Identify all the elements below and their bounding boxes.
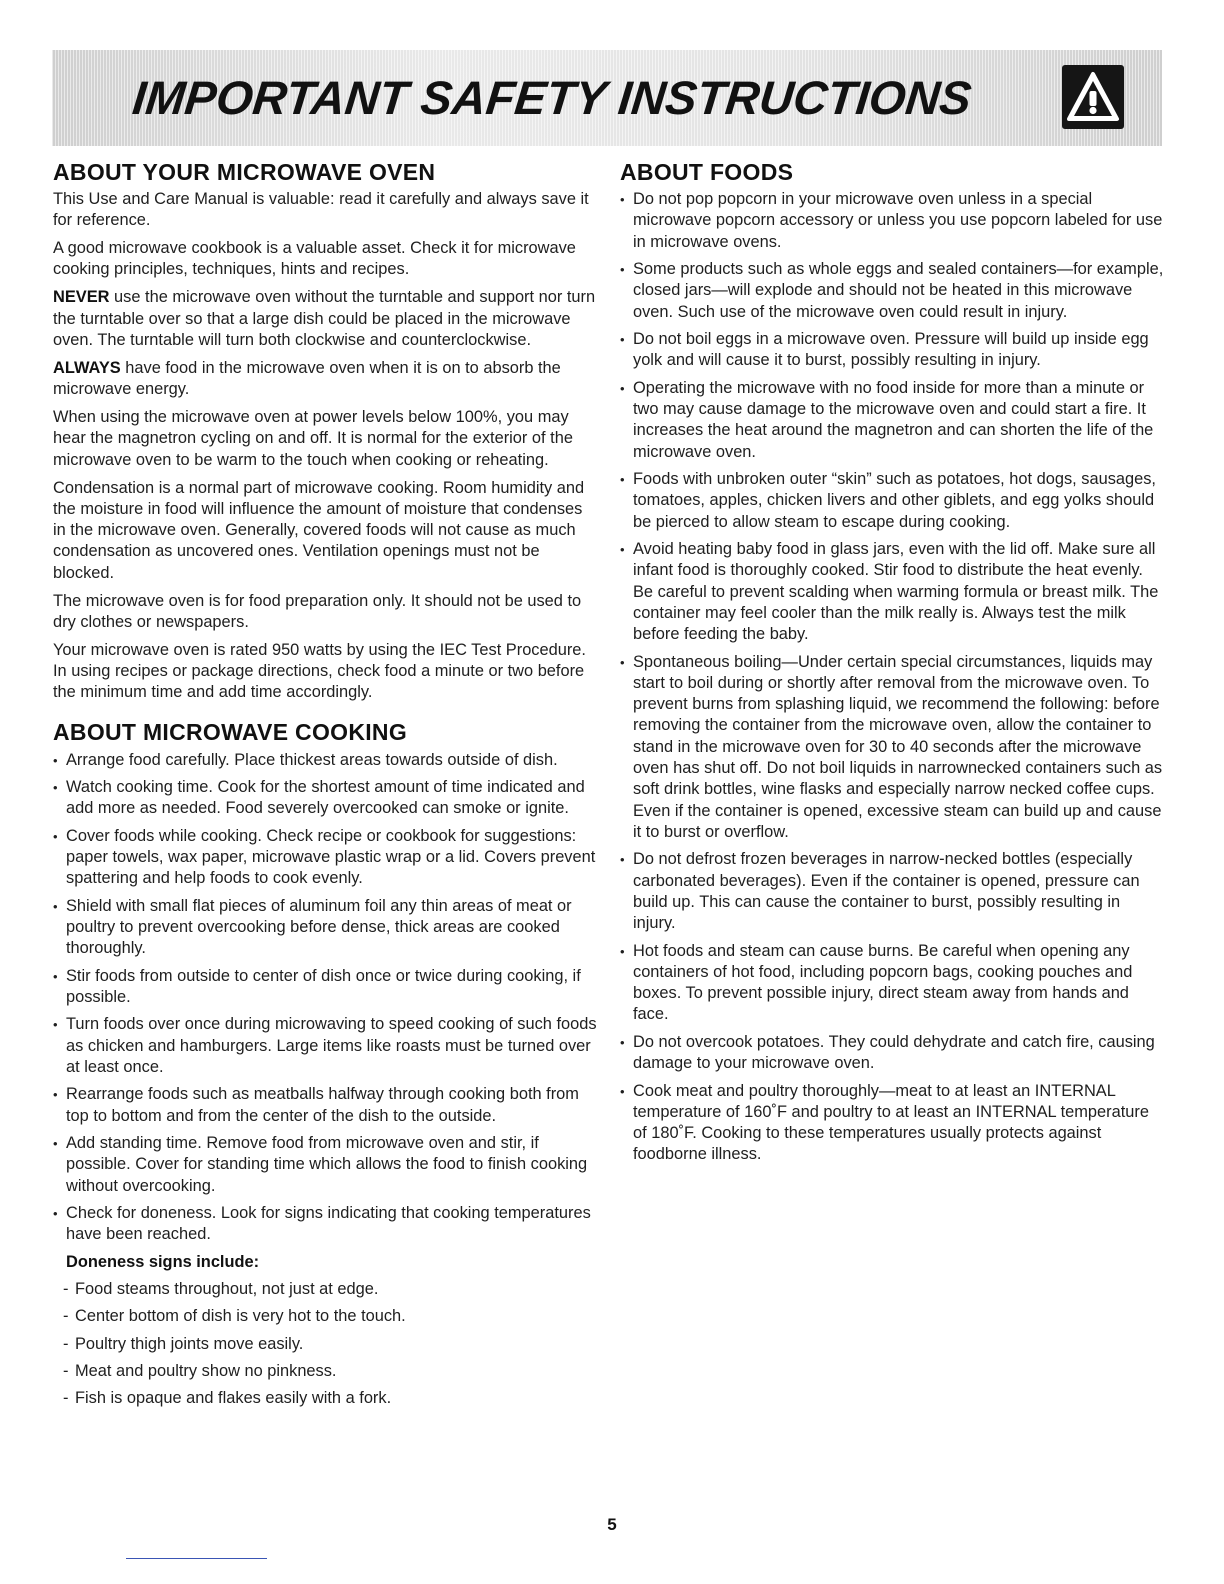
- list-item: - Poultry thigh joints move easily.: [53, 1334, 598, 1355]
- left-column: [53, 158, 598, 1416]
- list-item: • Add standing time. Remove food from microwave oven and stir, if possible. Cover for standing time which allows the food to finish cooking without overcooking.: [53, 1133, 598, 1197]
- list-item: • Operating the microwave with no food inside for more than a minute or two may cause damage to the microwave oven and could start a fire. It increases the heat around the magnetron and can shorten the life of the microwave oven.: [620, 378, 1165, 463]
- paragraph-text: use the microwave oven without the turntable and support nor turn the turntable over so that a large dish could be placed in the microwave oven. The turntable will turn both clockwise and counterclockwise.: [53, 288, 596, 349]
- heading-about-microwave-cooking: ABOUT MICROWAVE COOKING: [53, 718, 408, 745]
- list-item: • Watch cooking time. Cook for the shortest amount of time indicated and add more as needed. Food severely overcooked can smoke or ignite.: [53, 777, 598, 820]
- doneness-list: [53, 1279, 598, 1410]
- list-item: • Shield with small flat pieces of aluminum foil any thin areas of meat or poultry to prevent overcooking before dense, thick areas are cooked thoroughly.: [53, 896, 598, 960]
- safety-banner: [52, 50, 1162, 146]
- list-item: • Do not overcook potatoes. They could dehydrate and catch fire, causing damage to your microwave oven.: [620, 1032, 1165, 1075]
- list-item: • Do not defrost frozen beverages in narrow-necked bottles (especially carbonated beverages). Even if the container is opened, pressure can build up. This can cause the container to burst, possibly resulting in injury.: [620, 849, 1165, 934]
- list-item: • Hot foods and steam can cause burns. Be careful when opening any containers of hot food, including popcorn bags, cooking pouches and boxes. To prevent possible injury, direct steam away from hands and face.: [620, 941, 1165, 1026]
- heading-about-your-microwave-oven: ABOUT YOUR MICROWAVE OVEN: [53, 159, 436, 185]
- list-item: • Arrange food carefully. Place thickest areas towards outside of dish.: [53, 750, 598, 771]
- list-item: - Meat and poultry show no pinkness.: [53, 1361, 598, 1382]
- emphasis-always: ALWAYS: [53, 358, 121, 377]
- foods-list: [620, 189, 1165, 1166]
- list-item: - Fish is opaque and flakes easily with a fork.: [53, 1388, 598, 1409]
- paragraph-never: [53, 287, 598, 351]
- warning-icon: [1062, 65, 1124, 129]
- list-item: • Do not boil eggs in a microwave oven. Pressure will build up inside egg yolk and will cause it to burst, possibly resulting in injury.: [620, 329, 1165, 372]
- paragraph-always: [53, 358, 598, 401]
- list-item: • Cook meat and poultry thoroughly—meat to at least an INTERNAL temperature of 160˚F and poultry to at least an INTERNAL temperature of 180˚F. Cooking to these temperatures usually protects against foodborne illness.: [620, 1081, 1165, 1166]
- list-item: • Do not pop popcorn in your microwave oven unless in a special microwave popcorn accessory or unless you use popcorn labeled for use in microwave ovens.: [620, 189, 1165, 253]
- list-item: - Food steams throughout, not just at edge.: [53, 1279, 598, 1300]
- paragraph: The microwave oven is for food preparation only. It should not be used to dry clothes or newspapers.: [53, 591, 582, 631]
- paragraph: Your microwave oven is rated 950 watts by using the IEC Test Procedure. In using recipes or package directions, check food a minute or two before the minimum time and add time accordingly.: [53, 640, 586, 702]
- list-item: • Spontaneous boiling—Under certain special circumstances, liquids may start to boil during or shortly after removal from the microwave oven. To prevent burns from splashing liquid, we recommend the following: before removing the container from the microwave oven, allow the container to stand in the microwave oven for 30 to 40 seconds after the microwave oven has shut off. Do not boil liquids in narrownecked containers such as soft drink bottles, wine flasks and especially narrow necked coffee cups. Even if the container is opened, excessive steam can build up and cause it to burst or overflow.: [620, 652, 1165, 844]
- list-item: • Stir foods from outside to center of dish once or twice during cooking, if possible.: [53, 966, 598, 1009]
- list-item: • Turn foods over once during microwaving to speed cooking of such foods as chicken and hamburgers. Large items like roasts must be turned over at least once.: [53, 1014, 598, 1078]
- page-number: 5: [607, 1515, 617, 1534]
- paragraph: This Use and Care Manual is valuable: read it carefully and always save it for reference.: [53, 190, 589, 230]
- list-item: • Cover foods while cooking. Check recipe or cookbook for suggestions: paper towels, wax paper, microwave plastic wrap or a lid. Covers prevent spattering and help foods to cook evenly.: [53, 826, 598, 890]
- list-item: - Center bottom of dish is very hot to the touch.: [53, 1306, 598, 1327]
- paragraph: When using the microwave oven at power levels below 100%, you may hear the magnetron cycling on and off. It is normal for the exterior of the microwave oven to be warm to the touch when cooking or reheating.: [53, 408, 573, 469]
- paragraph-text: have food in the microwave oven when it is on to absorb the microwave energy.: [53, 358, 561, 399]
- list-item: • Rearrange foods such as meatballs halfway through cooking both from top to bottom and from the center of the dish to the outside.: [53, 1084, 598, 1127]
- cooking-tips-list: [53, 750, 598, 1246]
- list-item: • Check for doneness. Look for signs indicating that cooking temperatures have been reached.: [53, 1203, 598, 1246]
- footer-divider: [126, 1558, 267, 1559]
- banner-title: IMPORTANT SAFETY INSTRUCTIONS: [130, 71, 974, 124]
- doneness-title: Doneness signs include:: [66, 1252, 260, 1271]
- paragraph: A good microwave cookbook is a valuable asset. Check it for microwave cooking principles, techniques, hints and recipes.: [53, 239, 576, 279]
- right-column: [620, 158, 1165, 1172]
- list-item: • Some products such as whole eggs and sealed containers—for example, closed jars—will explode and should not be heated in this microwave oven. Such use of the microwave oven could result in injury.: [620, 259, 1165, 323]
- list-item: • Avoid heating baby food in glass jars, even with the lid off. Make sure all infant food is thoroughly cooked. Stir food to distribute the heat evenly. Be careful to prevent scalding when warming formula or breast milk. The container may feel cooler than the milk really is. Always test the milk before feeding the baby.: [620, 539, 1165, 645]
- list-item: • Foods with unbroken outer “skin” such as potatoes, hot dogs, sausages, tomatoes, apples, chicken livers and other giblets, and egg yolks should be pierced to allow steam to escape during cooking.: [620, 469, 1165, 533]
- paragraph: Condensation is a normal part of microwave cooking. Room humidity and the moisture in food will influence the amount of moisture that condenses in the microwave oven. Generally, covered foods will not cause as much condensation as uncovered ones. Ventilation openings must not be blocked.: [53, 478, 585, 582]
- heading-about-foods: ABOUT FOODS: [620, 159, 794, 185]
- emphasis-never: NEVER: [53, 288, 110, 307]
